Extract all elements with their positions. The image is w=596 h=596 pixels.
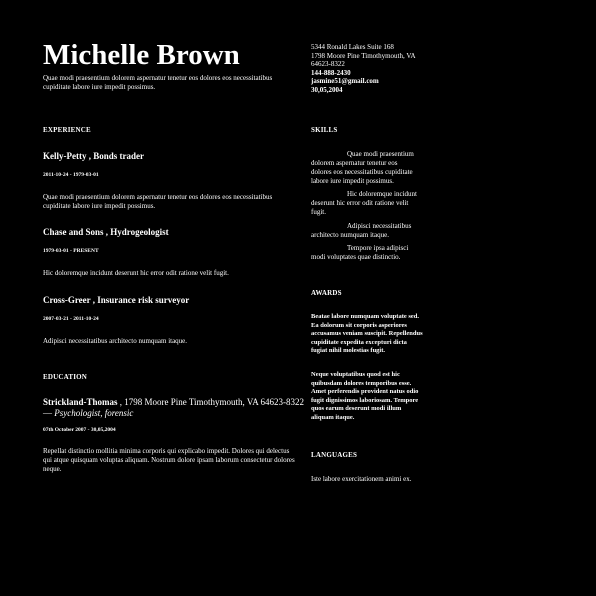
job-role: Hydrogeologist	[110, 227, 169, 237]
job-company: Cross-Greer	[43, 295, 91, 305]
awards-heading: AWARDS	[311, 289, 342, 297]
job-title-2: Chase and Sons , Hydrogeologist	[43, 227, 169, 237]
address-line-1: 5344 Ronald Lakes Suite 168	[311, 43, 394, 51]
award-item-1: Beatae labore numquam voluptate sed. Ea dolorum sit corporis asperiores accusamus veniam suscipit. Repellendus cupiditate expedita excepturi dicta fugiat nihil molestias fugit.	[311, 313, 423, 354]
job-description-2: Hic doloremque incidunt deserunt hic error odit ratione velit fugit.	[43, 269, 229, 277]
skill-item-2: Hic doloremque incidunt deserunt hic error odit ratione velit fugit.	[311, 190, 417, 216]
languages-text: Iste labore exercitationem animi ex.	[311, 475, 412, 483]
school-name: Strickland-Thomas	[43, 397, 118, 407]
education-dates: 07th October 2007 - 30,05,2004	[43, 427, 116, 433]
email-address: jasmine51@gmail.com	[311, 77, 379, 85]
birthdate: 30,05,2004	[311, 85, 343, 94]
job-role: Insurance risk surveyor	[97, 295, 190, 305]
address-line-2: 1798 Moore Pine Timothymouth, VA	[311, 51, 416, 60]
degree: Psychologist, forensic	[54, 408, 134, 418]
job-title-3: Cross-Greer , Insurance risk surveyor	[43, 295, 190, 305]
job-company: Kelly-Petty	[43, 151, 87, 161]
candidate-name: Michelle Brown	[43, 39, 240, 71]
languages-heading: LANGUAGES	[311, 451, 358, 459]
job-company: Chase and Sons	[43, 227, 104, 237]
education-description: Repellat distinctio mollitia minima corporis qui explicabo impedit. Dolores qui delectus qui atque quisquam voluptas aliquam. Nostrum dolore ipsam laborum consectetur dolores neque.	[43, 447, 295, 473]
phone-number: 144-888-2430	[311, 68, 351, 77]
education-entry: Strickland-Thomas , 1798 Moore Pine Timothymouth, VA 64623-8322 — Psychologist, forensic	[43, 397, 304, 418]
address-line-3: 64623-8322	[311, 60, 345, 68]
job-description-3: Adipisci necessitatibus architecto numquam itaque.	[43, 337, 188, 345]
school-location: 1798 Moore Pine Timothymouth, VA 64623-8322	[124, 397, 304, 407]
job-role: Bonds trader	[93, 151, 144, 161]
job-dates-1: 2011-10-24 - 1979-03-01	[43, 172, 99, 178]
job-dates-3: 2007-03-21 - 2011-10-24	[43, 316, 99, 322]
award-item-2: Neque voluptatibus quod est hic quibusdam dolores temporibus esse. Amet perferendis provident natus odio fugit dignissimos laboriosam. Tempore quos earum deserunt modi illum aliquam itaque.	[311, 371, 419, 421]
experience-heading: EXPERIENCE	[43, 126, 91, 134]
profile-summary: Quae modi praesentium dolorem aspernatur tenetur eos dolores eos necessitatibus cupiditate labore iure impedit possimus.	[43, 74, 273, 91]
skill-item-3: Adipisci necessitatibus architecto numquam itaque.	[311, 222, 412, 239]
skills-heading: SKILLS	[311, 126, 338, 134]
education-heading: EDUCATION	[43, 373, 88, 381]
job-title-1: Kelly-Petty , Bonds trader	[43, 151, 144, 161]
skill-item-4: Tempore ipsa adipisci modi voluptates quae distinctio.	[311, 244, 409, 261]
job-description-1: Quae modi praesentium dolorem aspernatur tenetur eos dolores eos necessitatibus cupiditate labore iure impedit possimus.	[43, 193, 273, 210]
job-dates-2: 1979-03-01 - PRESENT	[43, 248, 99, 254]
skill-item-1: Quae modi praesentium dolorem aspernatur tenetur eos dolores eos necessitatibus cupiditate labore iure impedit possimus.	[311, 150, 414, 185]
contact-block	[311, 43, 416, 94]
